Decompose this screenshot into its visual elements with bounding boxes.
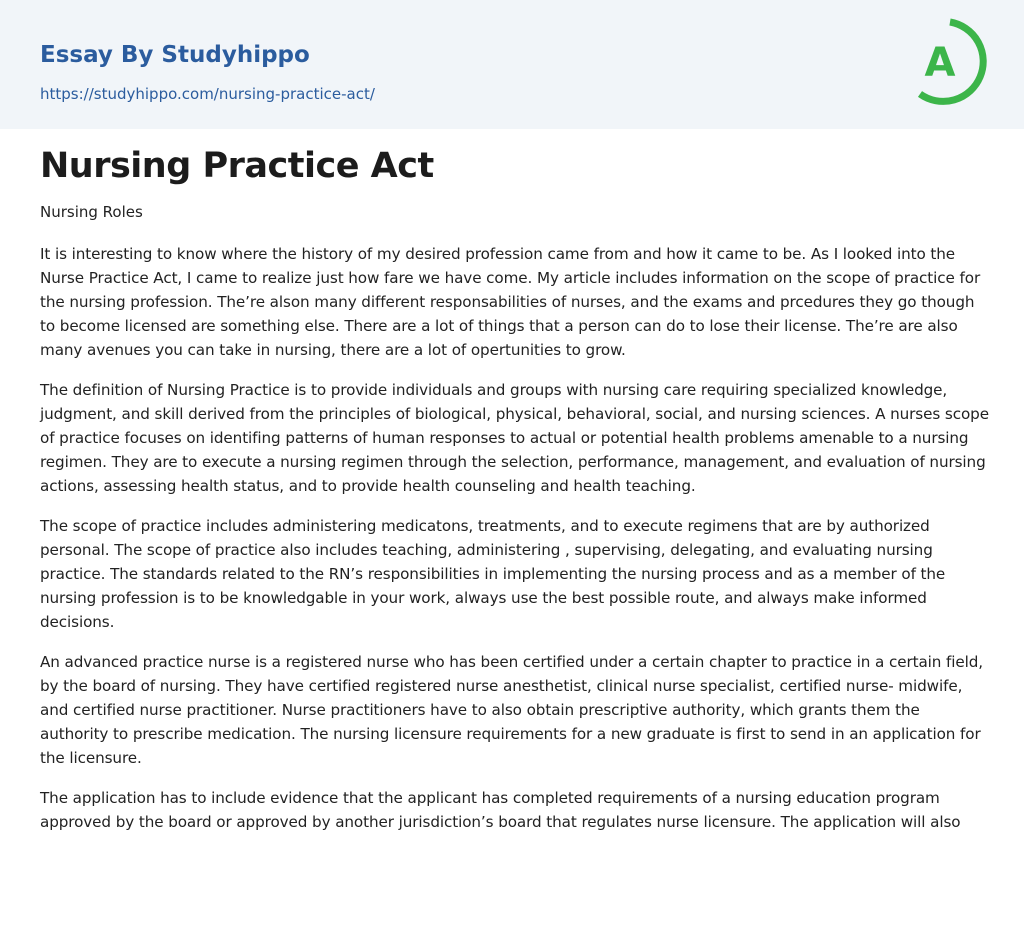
studyhippo-logo-icon[interactable] <box>900 18 988 106</box>
essay-paragraph: An advanced practice nurse is a registered nurse who has been certified under a certain chapter to practice in a certain field, by the board of nursing. They have certified registered nurse anesthetist, clinical nurse specialist, certified nurse- midwife, and certified nurse practitioner. Nurse practitioners have to also obtain prescriptive authority, which grants them the authority to prescribe medication. The nursing licensure requirements for a new graduate is first to send in an application for the licensure. <box>40 653 984 767</box>
essay-paragraph: It is interesting to know where the history of my desired profession came from and how it came to be. As I looked into the Nurse Practice Act, I came to realize just how fare we have come. My article includes information on the scope of practice for the nursing profession. The’re alson many different responsabilities of nurses, and the exams and prcedures they go though to become licensed are something else. There are a lot of things that a person can do to lose their license. The’re are also many avenues you can take in nursing, there are a lot of opertunities to grow. <box>40 245 981 359</box>
brand-title[interactable]: Essay By Studyhippo <box>40 42 310 68</box>
site-header <box>0 0 1024 129</box>
essay-body <box>40 242 990 850</box>
essay-subtitle: Nursing Roles <box>40 203 143 221</box>
logo-letter: A <box>924 40 956 86</box>
essay-paragraph: The scope of practice includes administering medicatons, treatments, and to execute regimens that are by authorized personal. The scope of practice also includes teaching, administering , supervising, delegating, and evaluating nursing practice. The standards related to the RN’s responsibilities in implementing the nursing process and as a member of the nursing profession is to be knowledgable in your work, always use the best possible route, and always make informed decisions. <box>40 517 946 631</box>
page-title: Nursing Practice Act <box>40 146 434 186</box>
essay-url-link[interactable]: https://studyhippo.com/nursing-practice-act/ <box>40 85 375 103</box>
essay-paragraph: The application has to include evidence that the applicant has completed requirements of a nursing education program approved by the board or approved by another jurisdiction’s board that regulates nurse licensure. The application will also <box>40 789 961 831</box>
essay-paragraph: The definition of Nursing Practice is to provide individuals and groups with nursing care requiring specialized knowledge, judgment, and skill derived from the principles of biological, physical, behavioral, social, and nursing sciences. A nurses scope of practice focuses on identifing patterns of human responses to actual or potential health problems amenable to a nursing regimen. They are to execute a nursing regimen through the selection, performance, management, and evaluation of nursing actions, assessing health status, and to provide health counseling and health teaching. <box>40 381 989 495</box>
